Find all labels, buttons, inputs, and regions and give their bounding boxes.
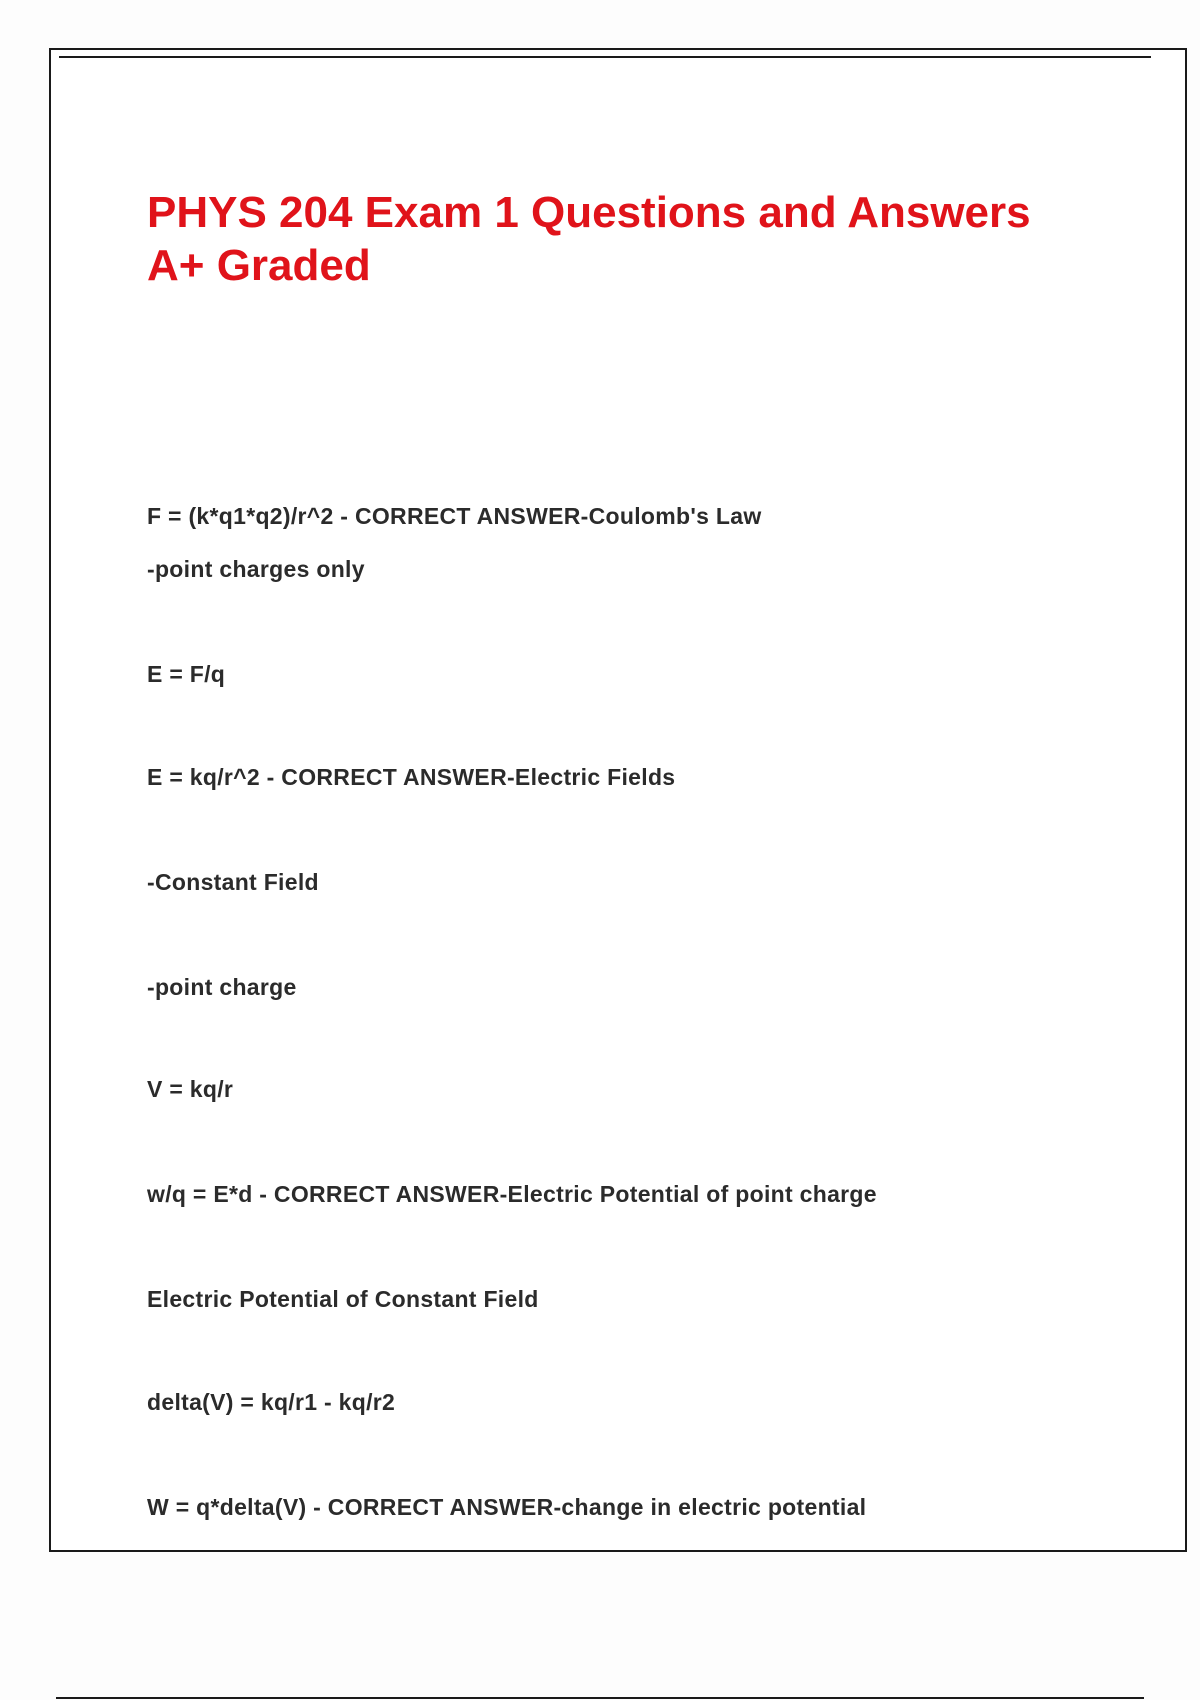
document-title-line-2: A+ Graded [147, 241, 371, 290]
content-line: F = (k*q1*q2)/r^2 - CORRECT ANSWER-Coulomb's Law [147, 503, 762, 529]
content-line: E = F/q [147, 661, 226, 687]
content-line: E = kq/r^2 - CORRECT ANSWER-Electric Fields [147, 764, 676, 790]
content-line: -point charges only [147, 556, 365, 582]
bottom-rule [56, 1697, 1144, 1699]
document-page [49, 48, 1187, 1552]
document-title-line-1: PHYS 204 Exam 1 Questions and Answers [147, 188, 1031, 237]
top-rule [59, 56, 1151, 58]
document-title [147, 186, 1147, 292]
content-line: -point charge [147, 974, 297, 1000]
content-line: w/q = E*d - CORRECT ANSWER-Electric Potential of point charge [147, 1181, 877, 1207]
content-line: Electric Potential of Constant Field [147, 1286, 539, 1312]
content-line: V = kq/r [147, 1076, 234, 1102]
content-line: delta(V) = kq/r1 - kq/r2 [147, 1389, 396, 1415]
content-line: W = q*delta(V) - CORRECT ANSWER-change in electric potential [147, 1494, 867, 1520]
content-line: -Constant Field [147, 869, 319, 895]
